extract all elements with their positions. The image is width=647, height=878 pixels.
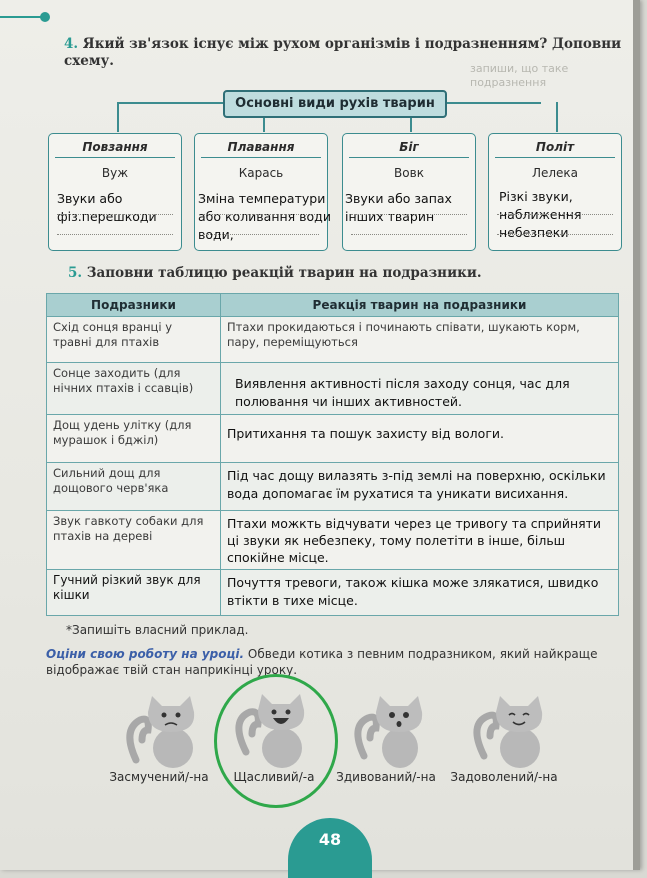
evaluation-text: Обведи котика з певним подразником, який найкраще відображає твій стан наприкінці уроку. [46,647,598,677]
footnote: *Запишіть власний приклад. [66,623,249,637]
surprised-cat-icon[interactable] [348,690,448,770]
connector-line [556,102,558,132]
movement-animal: Вовк [394,166,424,180]
answer-line [203,214,319,215]
movement-answer[interactable]: Різкі звуки, наближення небезпеки [499,189,582,240]
stimulus-cell: Гучний різкий звук для кішки [47,570,221,616]
mood-label: Задоволений/-на [450,770,558,784]
movement-animal: Карась [238,166,284,180]
sad-cat-icon[interactable] [118,690,218,770]
bleed-through-text: запиши, що таке подразнення [470,62,569,89]
answer-line [497,214,613,215]
movement-box-running [342,133,476,251]
self-evaluation-instruction [46,646,618,678]
table-row [47,415,619,463]
reaction-cell: Птахи прокидаються і починають співати, шукають корм, пару, переміщуються [221,317,619,363]
column-header: Подразники [47,294,221,317]
movement-title: Політ [495,134,615,158]
stimulus-cell: Сильний дощ для дощового черв'яка [47,463,221,511]
movement-title: Плавання [201,134,321,158]
movement-box-crawling [48,133,182,251]
question-text: Який зв'язок існує між рухом організмів і подразненням? Доповни схему. [64,36,622,69]
mood-label: Здивований/-на [336,770,436,784]
movement-box-swimming [194,133,331,251]
page-edge [633,0,640,870]
mood-label: Засмучений/-на [109,770,209,784]
movement-answer[interactable]: Звуки або фіз.перешкоди [57,191,157,224]
movement-title: Біг [349,134,469,158]
page-number: 48 [318,830,342,849]
answer-line [497,234,613,235]
movement-animal: Вуж [101,166,129,180]
evaluation-lead: Оціни свою роботу на уроці. [46,647,245,661]
reaction-cell[interactable]: Виявлення активності після заходу сонця, час для полювання чи інших активностей. [221,363,619,415]
table-row [47,317,619,363]
table-row [47,570,619,616]
mood-label: Щасливий/-а [233,770,315,784]
answer-line [351,214,467,215]
content-cat-icon[interactable] [464,690,564,770]
answer-line [57,234,173,235]
answer-line [57,214,173,215]
movement-answer[interactable]: Звуки або запах інших тварин [345,191,452,224]
movement-animal: Лелека [531,166,579,180]
answer-line [351,234,467,235]
scheme-center-box: Основні види рухів тварин [223,90,447,118]
reaction-cell[interactable]: Під час дощу вилазять з-під землі на поверхню, оскільки вода допомагає їм рухатися та уникати висихання. [221,463,619,511]
movement-answer[interactable]: Зміна температури або коливання води води, [198,191,331,242]
column-header: Реакція тварин на подразники [221,294,619,317]
reaction-cell[interactable]: Птахи можкть відчувати через це тривогу та сприйняти ці звуки як небезпеку, тому полетіти в інше, більш спокійне місце. [221,511,619,570]
stimulus-cell: Дощ удень улітку (для мурашок і бджіл) [47,415,221,463]
reaction-cell[interactable]: Почуття тревоги, також кішка може злякатися, швидко втікти в тихе місце. [221,570,619,616]
stimulus-cell: Звук гавкоту собаки для птахів на дереві [47,511,221,570]
question-text: Заповни таблицю реакцій тварин на подразники. [86,265,482,281]
reaction-cell[interactable]: Притихання та пошук захисту від вологи. [221,415,619,463]
table-row [47,463,619,511]
movement-title: Повзання [55,134,175,158]
question-number: 4. [64,36,79,52]
table-header-row [47,294,619,317]
table-row [47,363,619,415]
answer-line [203,234,319,235]
stimulus-reaction-table [46,293,619,616]
question-5 [68,265,482,281]
table-row [47,511,619,570]
stimulus-cell: Сонце заходить (для нічних птахів і ссавців) [47,363,221,415]
question-number: 5. [68,265,83,281]
decorative-rule [0,16,44,18]
connector-line [117,102,119,132]
stimulus-cell: Схід сонця вранці у травні для птахів [47,317,221,363]
movement-box-flying [488,133,622,251]
decorative-dot [40,12,50,22]
selected-mood-circle [214,674,338,808]
